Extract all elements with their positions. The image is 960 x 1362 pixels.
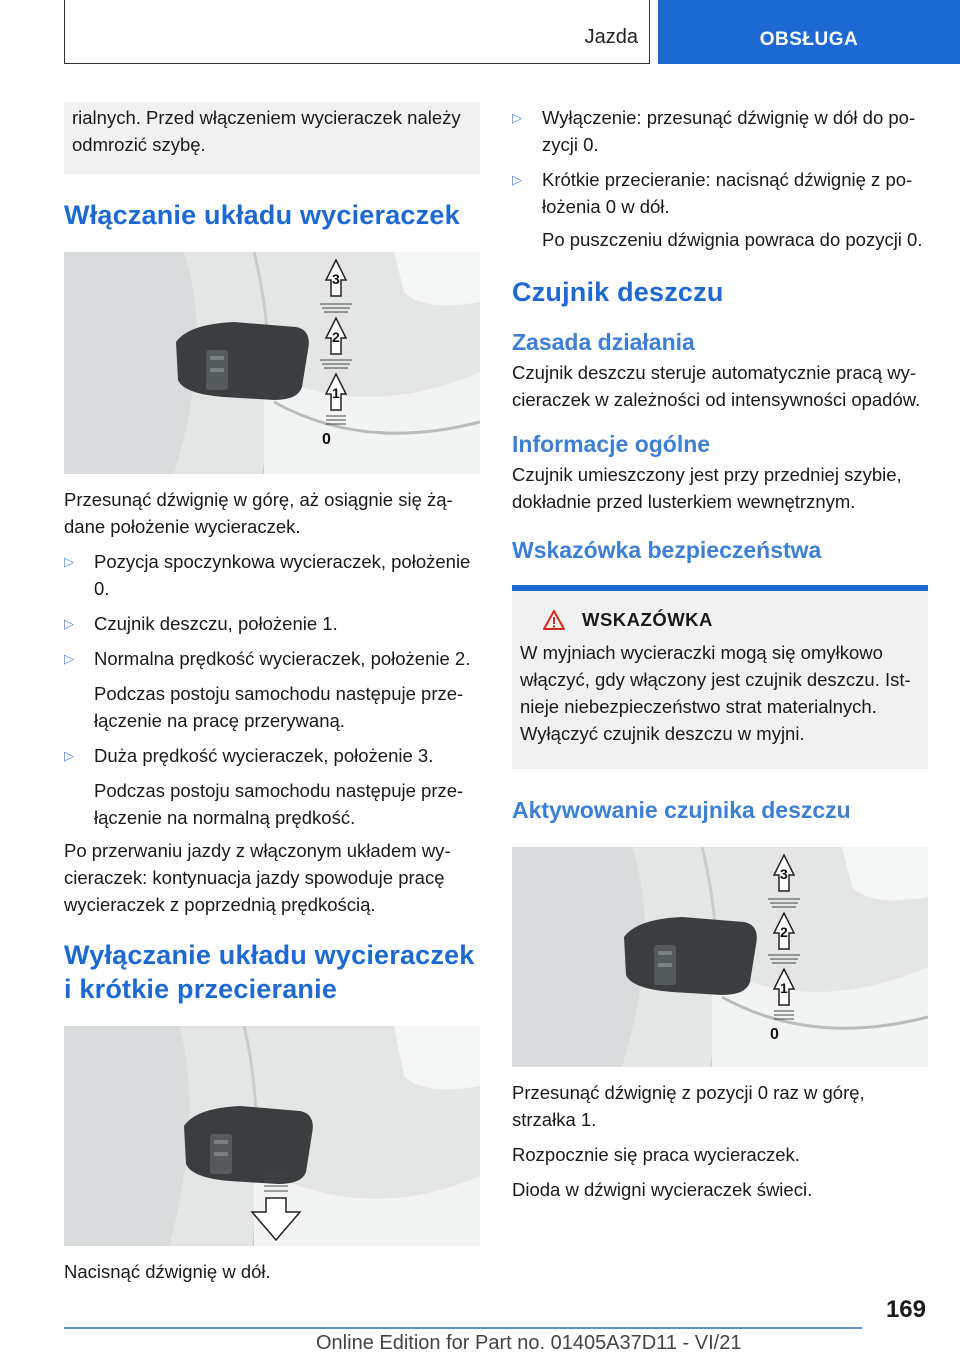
label-position-2: 2 — [780, 924, 788, 940]
list-item: ▷ Czujnik deszczu, położenie 1. — [64, 610, 480, 637]
warning-text: W myjniach wycieraczki mogą się omyłkowo włączyć, gdy włączony jest czujnik deszczu. Istnieje niebezpieczeństwo strat materialnych. Wyłączyć czujnik deszczu w myjni. — [520, 642, 911, 744]
text-principle: Czujnik deszczu steruje automatycznie pracą wycieraczek w zależności od intensywności opadów. — [512, 362, 921, 410]
label-position-3: 3 — [332, 271, 340, 287]
note-short-wipe: Po puszczeniu dźwignia powraca do pozycji 0. — [542, 229, 923, 250]
footer-edition[interactable]: Online Edition for Part no. 01405A37D11 - VI/21 — [316, 1332, 742, 1354]
triangle-bullet-icon: ▷ — [64, 554, 74, 569]
rain-sensor-lever-image — [512, 847, 928, 1067]
text-general: Czujnik umieszczony jest przy przedniej szybie, dokładnie przed lusterkiem wewnętrznym. — [512, 464, 902, 512]
wiper-positions-list — [64, 548, 480, 831]
label-position-0: 0 — [770, 1026, 779, 1043]
list-item: ▷ Normalna prędkość wycieraczek, położenie 2. — [64, 645, 480, 672]
subheading-general: Informacje ogólne — [512, 431, 711, 457]
list-item: ▷ Pozycja spoczynkowa wycieraczek, położenie 0. — [64, 548, 480, 602]
note-position-3: Podczas postoju samochodu następuje przełączenie na normalną prędkość. — [94, 780, 464, 828]
list-item: ▷ Krótkie przecieranie: nacisnąć dźwignię z położenia 0 w dół. — [512, 166, 928, 220]
left-column — [64, 102, 480, 1285]
triangle-bullet-icon: ▷ — [64, 748, 74, 763]
page-number: 169 — [885, 1296, 926, 1323]
subheading-principle: Zasada działania — [512, 329, 695, 355]
warning-title: WSKAZÓWKA — [582, 609, 713, 630]
heading-wiper-off: Wyłączanie układu wycieraczek i krótkie przecieranie — [64, 940, 475, 1004]
warning-box — [512, 585, 928, 769]
triangle-bullet-icon: ▷ — [64, 616, 74, 631]
subheading-activate: Aktywowanie czujnika deszczu — [512, 797, 851, 823]
warning-triangle-icon — [542, 609, 566, 631]
list-item: ▷ Duża prędkość wycieraczek, położenie 3. — [64, 742, 480, 769]
subheading-safety: Wskazówka bezpieczeństwa — [512, 537, 822, 563]
rain-sensor-lever-illustration — [512, 847, 928, 1067]
text-activate-3: Dioda w dźwigni wycieraczek świeci. — [512, 1179, 813, 1200]
wiper-lever-down-image — [64, 1026, 480, 1246]
triangle-bullet-icon: ▷ — [512, 110, 522, 125]
list-item: ▷ Wyłączenie: przesunąć dźwignię w dół do pozycji 0. — [512, 104, 928, 158]
text-activate-2: Rozpocznie się praca wycieraczek. — [512, 1144, 800, 1165]
text-resume-driving: Po przerwaniu jazdy z włączonym układem wycieraczek: kontynuacja jazdy spowoduje pracę wycieraczek z poprzednią prędkością. — [64, 840, 451, 915]
heading-rain-sensor: Czujnik deszczu — [512, 277, 724, 307]
label-position-1: 1 — [332, 385, 340, 401]
footer-divider — [64, 1327, 862, 1329]
triangle-bullet-icon: ▷ — [64, 651, 74, 666]
text-move-up: Przesunąć dźwignię w górę, aż osiągnie się żądane położenie wycieraczek. — [64, 489, 453, 537]
label-position-3: 3 — [780, 866, 788, 882]
wiper-lever-up-image — [64, 252, 480, 474]
header-chapter-tab[interactable]: OBSŁUGA — [658, 0, 960, 64]
label-position-2: 2 — [332, 329, 340, 345]
triangle-bullet-icon: ▷ — [512, 172, 522, 187]
warning-header — [542, 609, 920, 631]
wiper-lever-up-illustration — [64, 252, 480, 474]
heading-wiper-on: Włączanie układu wycieraczek — [64, 200, 460, 230]
text-press-down: Nacisnąć dźwignię w dół. — [64, 1261, 271, 1282]
label-position-1: 1 — [780, 980, 788, 996]
note-position-2: Podczas postoju samochodu następuje przełączenie na pracę przerywaną. — [94, 683, 464, 731]
wiper-lever-down-illustration — [64, 1026, 480, 1246]
intro-continued: rialnych. Przed włączeniem wycieraczek należy odmrozić szybę. — [64, 102, 480, 174]
text-activate-1: Przesunąć dźwignię z pozycji 0 raz w górę, strzałka 1. — [512, 1082, 865, 1130]
right-column — [512, 104, 928, 1203]
header-section-title: Jazda — [584, 26, 638, 48]
label-position-0: 0 — [322, 431, 331, 448]
header-frame — [64, 0, 650, 64]
